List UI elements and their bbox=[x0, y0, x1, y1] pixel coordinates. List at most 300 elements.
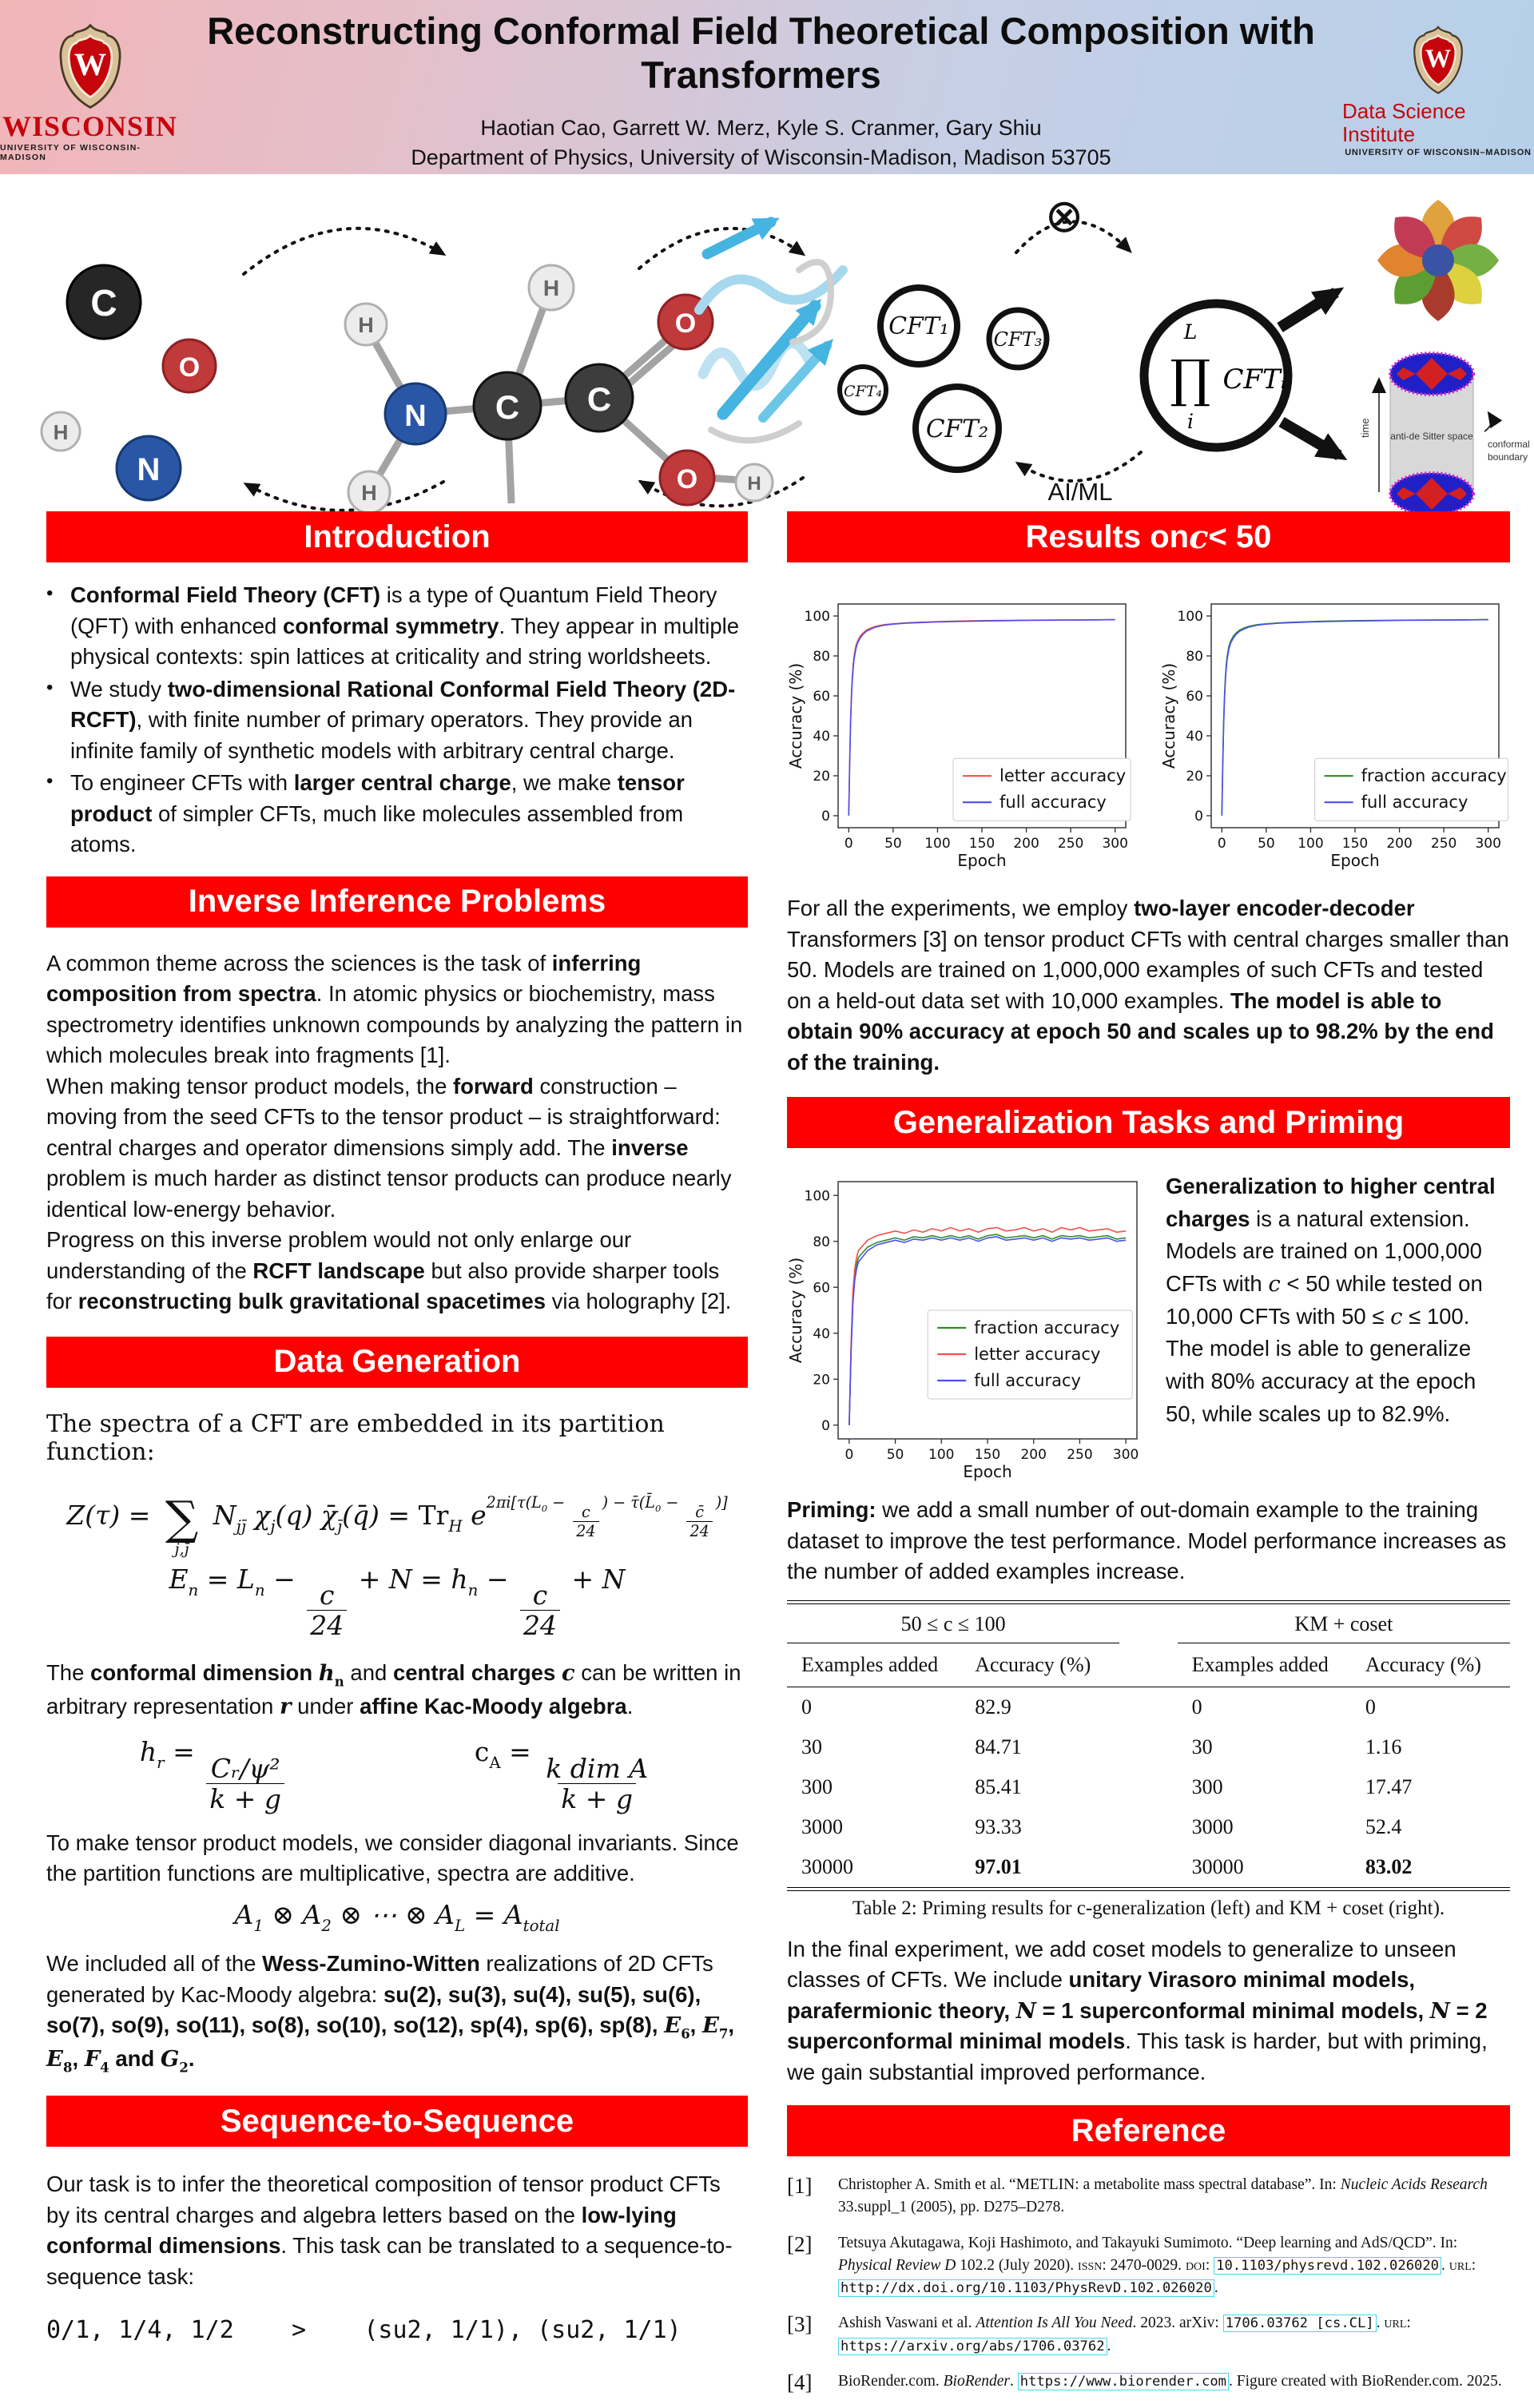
svg-text:300: 300 bbox=[1102, 836, 1128, 852]
reference-link[interactable]: http://dx.doi.org/10.1103/PhysRevD.102.026020 bbox=[838, 2279, 1214, 2297]
table-group-c bbox=[787, 1604, 1119, 1643]
text-segment: . This task is harder, but with priming, we gain substantial improved performance. bbox=[787, 2029, 1488, 2084]
text-segment: forward bbox=[453, 1073, 534, 1099]
text-segment: . bbox=[626, 1693, 634, 1719]
text-segment: ≤ 100 bbox=[952, 1611, 1006, 1635]
partition-function-equation bbox=[46, 1487, 748, 1558]
text-segment: Progress on this inverse problem would not only enlarge our understanding of the bbox=[46, 1227, 632, 1283]
section-header-results bbox=[787, 511, 1510, 562]
hyperbolic-disk-top bbox=[1390, 353, 1473, 395]
text-segment: under bbox=[291, 1693, 360, 1719]
section-header-reference bbox=[787, 2105, 1510, 2156]
protein-ribbon bbox=[699, 222, 843, 440]
calabi-yau-manifold bbox=[1377, 200, 1499, 321]
text-segment: $\frac{c}{24}$ bbox=[573, 1504, 598, 1539]
svg-text:H: H bbox=[361, 481, 377, 505]
text-segment: : 2470-0029. bbox=[1102, 2256, 1186, 2274]
tensor-product-equation bbox=[46, 1899, 748, 1935]
text-segment: -generalization (left) and KM + coset (right). bbox=[1085, 1897, 1445, 1919]
text-segment: problem is much harder as distinct tensor products can produce nearly identical low-energy behavior. bbox=[46, 1166, 732, 1222]
text-segment: E bbox=[664, 2013, 682, 2039]
table-row bbox=[787, 1767, 1510, 1807]
table-cell: 0 bbox=[1365, 1695, 1376, 1719]
text-segment: and bbox=[344, 1660, 393, 1686]
reference-text bbox=[838, 2370, 1502, 2395]
text-segment: L̄ bbox=[645, 1493, 655, 1512]
text-segment: $\frac{c}{24}$ bbox=[520, 1582, 560, 1639]
reference-item bbox=[787, 2174, 1510, 2219]
svg-text:Accuracy (%): Accuracy (%) bbox=[1159, 662, 1178, 769]
text-segment: = bbox=[164, 1736, 204, 1768]
text-segment: ) − τ̄( bbox=[602, 1493, 646, 1512]
text-segment: issn bbox=[1078, 2256, 1103, 2274]
svg-text:0: 0 bbox=[1217, 836, 1226, 852]
text-segment: Data Generation bbox=[273, 1344, 521, 1379]
svg-text:200: 200 bbox=[1013, 836, 1039, 852]
text-segment: 2 bbox=[179, 2060, 189, 2076]
svg-text:H: H bbox=[747, 473, 761, 495]
text-segment: In the final experiment, we add coset models to generalize to unseen classes of CFTs. We include bbox=[787, 1936, 1457, 1992]
svg-text:20: 20 bbox=[1186, 769, 1203, 785]
svg-text:boundary: boundary bbox=[1488, 451, 1528, 463]
table-col-header: Examples added bbox=[1191, 1652, 1329, 1676]
text-segment: (q̄) = bbox=[342, 1499, 419, 1531]
svg-text:300: 300 bbox=[1475, 836, 1501, 852]
svg-text:250: 250 bbox=[1057, 836, 1084, 852]
svg-text:full accuracy: full accuracy bbox=[974, 1371, 1081, 1390]
text-segment: The spectra of a CFT are embedded in its partition function: bbox=[46, 1409, 665, 1466]
text-segment: conformal dimension bbox=[90, 1660, 319, 1686]
text-segment: central charges bbox=[392, 1660, 562, 1686]
text-segment: 0 bbox=[654, 1503, 662, 1515]
svg-text:100: 100 bbox=[928, 1447, 955, 1463]
right-column bbox=[787, 511, 1510, 2408]
text-segment: realizations of 2D CFTs generated by Kac-Moody algebra: bbox=[46, 1951, 713, 2007]
text-segment: , we make bbox=[511, 770, 618, 795]
text-segment: r bbox=[157, 1753, 165, 1772]
concept-figure bbox=[0, 174, 1534, 511]
text-segment: E bbox=[169, 1563, 189, 1595]
aiml-label: AI/ML bbox=[1047, 478, 1113, 506]
text-segment: c bbox=[1076, 1897, 1086, 1919]
text-segment: url bbox=[1384, 2315, 1407, 2332]
text-segment: Conformal Field Theory (CFT) bbox=[70, 582, 381, 607]
ca-equation bbox=[474, 1736, 654, 1814]
arrow-to-manifold bbox=[1280, 292, 1336, 328]
letter-full-accuracy-chart bbox=[787, 593, 1137, 872]
svg-text:50: 50 bbox=[886, 1447, 904, 1463]
table-group-km bbox=[1178, 1604, 1510, 1643]
text-segment: Tr bbox=[418, 1499, 449, 1531]
text-segment: of simpler CFTs, much like molecules assembled from atoms. bbox=[70, 801, 684, 856]
table-row bbox=[787, 1807, 1510, 1847]
dashed-arc-aiml bbox=[1018, 452, 1141, 481]
text-segment: tensor product bbox=[70, 770, 685, 826]
text-segment: Introduction bbox=[304, 519, 491, 554]
table-col-header: Accuracy (%) bbox=[975, 1652, 1091, 1676]
text-segment: < 50 while tested on 10,000 CFTs with 50 ≤ bbox=[1166, 1271, 1483, 1329]
text-segment: BioRender bbox=[943, 2372, 1010, 2390]
text-segment: c bbox=[1390, 1303, 1403, 1329]
reference-number: [1] bbox=[787, 2174, 813, 2198]
text-segment: 0 bbox=[541, 1503, 548, 1515]
text-segment: c bbox=[561, 1660, 575, 1687]
text-segment: . bbox=[1376, 2315, 1385, 2332]
svg-text:100: 100 bbox=[1177, 609, 1203, 625]
uw-logo bbox=[0, 13, 180, 162]
text-segment: − bbox=[547, 1493, 570, 1512]
text-segment: low-lying conformal dimensions bbox=[46, 2202, 677, 2259]
text-segment: , bbox=[728, 2013, 735, 2038]
text-segment: When making tensor product models, the bbox=[46, 1073, 454, 1099]
reference-list bbox=[787, 2174, 1510, 2395]
svg-text:H: H bbox=[358, 313, 374, 337]
text-segment: − bbox=[661, 1493, 684, 1512]
text-segment: We included all of the bbox=[46, 1951, 263, 1977]
text-segment: . bbox=[1107, 2337, 1111, 2354]
svg-text:full accuracy: full accuracy bbox=[1361, 793, 1468, 813]
text-segment: j̄ bbox=[336, 1516, 343, 1536]
table-cell: 84.71 bbox=[975, 1734, 1022, 1758]
table-cell: 30000 bbox=[801, 1854, 853, 1878]
svg-text:100: 100 bbox=[924, 836, 951, 852]
table-cell: 30 bbox=[1191, 1734, 1213, 1758]
text-segment: $\frac{\text{Cᵣ/ψ²}}{k + g}$ bbox=[206, 1755, 284, 1812]
text-segment: . bbox=[1010, 2372, 1018, 2390]
text-segment: Ashish Vaswani et al. bbox=[838, 2315, 976, 2332]
text-segment: larger central charge bbox=[293, 770, 511, 795]
text-segment: Reference bbox=[1071, 2112, 1226, 2148]
inverse-paragraph bbox=[46, 1071, 748, 1226]
text-segment: RCFT landscape bbox=[252, 1258, 425, 1283]
svg-text:O: O bbox=[178, 352, 201, 383]
text-segment: n bbox=[254, 1580, 265, 1599]
generalization-side-text bbox=[1166, 1170, 1508, 1484]
text-segment: total bbox=[523, 1916, 560, 1935]
text-segment: inferring composition from spectra bbox=[46, 950, 642, 1006]
svg-text:Epoch: Epoch bbox=[963, 1462, 1012, 1481]
text-segment: inverse bbox=[611, 1134, 689, 1160]
text-segment: 7 bbox=[718, 2026, 729, 2042]
svg-text:letter accuracy: letter accuracy bbox=[974, 1345, 1101, 1364]
seq2seq-example: 0/1, 1/4, 1/2 > (su2, 1/1), (su2, 1/1) bbox=[46, 2316, 682, 2345]
hyperbolic-disk-bottom bbox=[1390, 473, 1473, 515]
text-segment: we add a small number of out-domain example to the training dataset to improve the test performance. Model performance increases as the number of added examples increase. bbox=[787, 1497, 1507, 1583]
text-segment: . bbox=[1214, 2279, 1218, 2297]
text-segment: Nucleic Acids Research bbox=[1340, 2176, 1488, 2193]
table-cell: 30000 bbox=[1191, 1854, 1244, 1878]
reference-item bbox=[787, 2312, 1510, 2358]
svg-text:full accuracy: full accuracy bbox=[999, 793, 1107, 813]
dsi-crest-icon bbox=[1409, 25, 1468, 97]
text-segment: . bbox=[188, 2045, 195, 2071]
text-segment: = bbox=[500, 1736, 540, 1768]
reference-text bbox=[838, 2174, 1510, 2219]
table-caption bbox=[787, 1897, 1510, 1920]
table-row bbox=[787, 1727, 1510, 1767]
text-segment: but also provide sharper tools for bbox=[46, 1258, 720, 1313]
svg-text:150: 150 bbox=[968, 836, 996, 852]
text-segment: 2 bbox=[321, 1916, 332, 1935]
svg-text:∏: ∏ bbox=[1170, 350, 1211, 409]
text-segment: ≤ 100. The model is able to generalize with 80% accuracy at the epoch 50, while scales up to 82.9%. bbox=[1166, 1303, 1476, 1426]
text-segment: reconstructing bulk gravitational spacetimes bbox=[77, 1289, 546, 1313]
svg-text:60: 60 bbox=[1186, 689, 1203, 705]
text-segment: c bbox=[1189, 518, 1209, 556]
text-segment: j bbox=[270, 1516, 276, 1536]
text-segment: = A bbox=[465, 1898, 523, 1930]
text-segment: Attention Is All You Need bbox=[976, 2315, 1133, 2332]
text-segment: , bbox=[690, 2013, 702, 2038]
text-segment: Transformers [3] on tensor product CFTs with central charges smaller than 50. Models are trained on 1,000,000 examples of such CFTs and tested on a held-out data set with 10,000 examples. bbox=[787, 926, 1509, 1013]
left-column bbox=[46, 511, 748, 2344]
table-cell: 17.47 bbox=[1365, 1774, 1413, 1798]
text-segment: h bbox=[318, 1660, 335, 1687]
svg-text:300: 300 bbox=[1112, 1447, 1139, 1463]
table-cell: 30 bbox=[801, 1734, 822, 1758]
svg-text:fraction accuracy: fraction accuracy bbox=[974, 1318, 1120, 1337]
arrow-to-cylinder bbox=[1282, 422, 1339, 455]
text-segment: 50 ≤ bbox=[900, 1611, 944, 1635]
text-segment: Sequence-to-Sequence bbox=[220, 2103, 574, 2139]
text-segment: χ bbox=[245, 1499, 271, 1531]
text-segment: via holography [2]. bbox=[546, 1289, 732, 1313]
svg-text:CFT₃: CFT₃ bbox=[993, 328, 1043, 351]
svg-text:0: 0 bbox=[821, 1417, 830, 1434]
text-segment: BioRender.com. bbox=[838, 2372, 944, 2390]
text-segment: 1 bbox=[253, 1916, 264, 1935]
text-segment: < 50 bbox=[1208, 519, 1272, 554]
reference-link[interactable]: 1706.03762 [cs.CL] bbox=[1223, 2315, 1377, 2332]
table-cell: 0 bbox=[1191, 1695, 1202, 1719]
text-segment: e bbox=[462, 1499, 487, 1531]
text-segment: url bbox=[1449, 2256, 1472, 2274]
reference-link[interactable]: https://arxiv.org/abs/1706.03762 bbox=[838, 2338, 1107, 2355]
svg-text:60: 60 bbox=[813, 1280, 830, 1297]
text-segment: Table 2: Priming results for bbox=[852, 1897, 1077, 1919]
reference-link[interactable]: https://www.biorender.com bbox=[1018, 2373, 1229, 2390]
svg-text:40: 40 bbox=[813, 729, 830, 745]
svg-text:CFT₂: CFT₂ bbox=[925, 415, 989, 443]
wisconsin-wordmark: WISCONSIN bbox=[2, 109, 178, 142]
text-segment: $\frac{c̄}{24}$ bbox=[686, 1504, 712, 1539]
svg-text:20: 20 bbox=[813, 769, 830, 785]
text-segment: ⊗ ⋯ ⊗ A bbox=[331, 1898, 455, 1930]
seq2seq-paragraph bbox=[46, 2169, 748, 2292]
text-segment: KM + coset bbox=[1294, 1611, 1393, 1635]
text-segment: χ̄ bbox=[320, 1499, 337, 1531]
final-experiment-paragraph bbox=[787, 1934, 1510, 2088]
text-segment: Physical Review D bbox=[838, 2256, 956, 2274]
text-segment: jj̄ bbox=[236, 1516, 246, 1536]
text-segment: . bbox=[1441, 2256, 1449, 2274]
text-segment: )] bbox=[715, 1493, 728, 1512]
results-paragraph bbox=[787, 893, 1510, 1078]
reference-item bbox=[787, 2370, 1510, 2395]
datagen-lead bbox=[46, 1410, 748, 1466]
text-segment: 102.2 (July 2020). bbox=[956, 2256, 1079, 2274]
text-segment: is a natural extension. Models are trained on 1,000,000 CFTs with bbox=[1166, 1206, 1482, 1297]
svg-text:100: 100 bbox=[1298, 836, 1324, 852]
text-segment: 2πi[τ( bbox=[486, 1493, 532, 1512]
text-segment: L bbox=[531, 1493, 542, 1512]
ads-cylinder bbox=[1359, 353, 1530, 515]
svg-text:Epoch: Epoch bbox=[1330, 851, 1380, 870]
svg-text:CFTᵢ: CFTᵢ bbox=[1222, 364, 1286, 395]
text-segment: The bbox=[46, 1660, 91, 1686]
svg-text:Epoch: Epoch bbox=[957, 851, 1007, 870]
svg-text:L: L bbox=[1183, 320, 1198, 344]
svg-text:250: 250 bbox=[1067, 1447, 1093, 1463]
text-segment: H bbox=[448, 1516, 463, 1536]
svg-text:50: 50 bbox=[884, 836, 902, 852]
svg-text:H: H bbox=[542, 276, 560, 300]
dashed-arc-atoms-to-molecule bbox=[244, 228, 443, 511]
dsi-subtext: UNIVERSITY OF WISCONSIN–MADISON bbox=[1345, 148, 1532, 158]
reference-number: [3] bbox=[787, 2312, 813, 2337]
svg-text:fraction accuracy: fraction accuracy bbox=[1361, 766, 1507, 786]
dsi-logo bbox=[1342, 17, 1534, 157]
section-header-inverse-inference bbox=[46, 876, 748, 928]
inverse-paragraph bbox=[46, 948, 748, 1071]
uw-crest-icon bbox=[54, 22, 127, 112]
table-cell: 93.33 bbox=[975, 1814, 1022, 1838]
svg-text:50: 50 bbox=[1258, 836, 1275, 852]
section-header-seq2seq bbox=[46, 2096, 748, 2147]
text-segment: The model is able to obtain 90% accuracy at epoch 50 and scales up to 98.2% by the end of the training. bbox=[787, 987, 1494, 1075]
introduction-bullets bbox=[46, 580, 748, 860]
svg-text:150: 150 bbox=[974, 1447, 1001, 1463]
svg-text:20: 20 bbox=[813, 1372, 830, 1389]
svg-text:C: C bbox=[90, 282, 117, 324]
svg-text:conformal: conformal bbox=[1488, 439, 1530, 450]
equation-exponent bbox=[487, 1493, 728, 1539]
text-segment: , with finite number of primary operators. They provide an infinite family of synthetic models with arbitrary central charge. bbox=[70, 707, 693, 763]
equation-main bbox=[66, 1490, 487, 1558]
reference-number: [2] bbox=[787, 2231, 813, 2256]
priming-table bbox=[787, 1600, 1510, 1920]
text-segment: su(2), su(3), su(4), su(5), su(6), so(7), so(9), so(11), so(8), so(10), so(12), sp(4), sp(6), sp(8), bbox=[46, 1981, 701, 2038]
dsi-wordmark: Data Science Institute bbox=[1342, 98, 1466, 146]
text-segment: + N bbox=[563, 1563, 626, 1595]
text-segment: To engineer CFTs with bbox=[70, 770, 294, 795]
svg-text:40: 40 bbox=[1186, 729, 1203, 745]
text-segment: : bbox=[1205, 2256, 1214, 2274]
text-segment: + N = h bbox=[350, 1563, 468, 1595]
svg-text:0: 0 bbox=[1194, 809, 1203, 825]
text-segment: E bbox=[701, 2013, 719, 2039]
text-segment: − bbox=[264, 1563, 304, 1595]
svg-text:i: i bbox=[1187, 410, 1194, 433]
reference-item bbox=[787, 2232, 1510, 2300]
cft-circles bbox=[840, 288, 1047, 470]
text-segment: : bbox=[1406, 2315, 1411, 2332]
text-segment: $\frac{\text{k dim A}}{k + g}$ bbox=[546, 1752, 649, 1814]
text-segment: n bbox=[334, 1674, 344, 1690]
text-segment: and bbox=[109, 2045, 161, 2071]
generalization-accuracy-chart bbox=[787, 1170, 1148, 1484]
svg-text:O: O bbox=[676, 464, 698, 495]
text-segment: (q) bbox=[275, 1499, 321, 1531]
table-cell: 3000 bbox=[801, 1814, 843, 1838]
fraction-full-accuracy-chart bbox=[1160, 593, 1510, 872]
bullet-item bbox=[70, 674, 748, 767]
text-segment: c bbox=[474, 1736, 490, 1768]
text-segment: For all the experiments, we employ bbox=[787, 896, 1135, 920]
text-segment: . They appear in multiple physical contexts: spin lattices at criticality and string worldsheets. bbox=[70, 613, 740, 669]
svg-text:H: H bbox=[53, 420, 69, 444]
text-segment: Priming: bbox=[787, 1497, 876, 1522]
text-segment: We study bbox=[70, 676, 168, 701]
svg-text:W: W bbox=[74, 46, 106, 82]
svg-text:250: 250 bbox=[1430, 836, 1457, 852]
text-segment: Results on bbox=[1025, 519, 1190, 554]
svg-text:80: 80 bbox=[1186, 649, 1203, 665]
reference-link[interactable]: 10.1103/physrevd.102.026020 bbox=[1214, 2257, 1441, 2275]
kac-moody-equations bbox=[46, 1736, 748, 1814]
generalization-row bbox=[787, 1170, 1510, 1484]
text-segment: Wess-Zumino-Witten bbox=[262, 1951, 480, 1977]
text-segment: Generalization to higher central charges bbox=[1166, 1174, 1496, 1231]
table-cell: 0 bbox=[801, 1695, 812, 1719]
svg-text:Accuracy (%): Accuracy (%) bbox=[786, 1257, 805, 1364]
atoms-cluster bbox=[42, 265, 216, 500]
text-segment: $\frac{c}{24}$ bbox=[307, 1582, 347, 1639]
tensor-symbol: ⊗ bbox=[1044, 190, 1084, 242]
table-col-header: Accuracy (%) bbox=[1365, 1652, 1481, 1676]
text-segment: c bbox=[943, 1611, 953, 1635]
text-segment: construction – moving from the seed CFTs to the tensor product – is straightforward: central charges and operator dimensions simply add. The bbox=[46, 1073, 721, 1160]
table-cell: 85.41 bbox=[975, 1774, 1022, 1798]
text-segment: . This task can be translated to a sequence-to-sequence task: bbox=[46, 2233, 733, 2289]
text-segment: Z(τ) = bbox=[66, 1499, 159, 1531]
text-segment: 4 bbox=[100, 2060, 109, 2076]
text-segment: N bbox=[1015, 1997, 1036, 2024]
svg-text:150: 150 bbox=[1341, 836, 1369, 852]
hr-equation bbox=[139, 1736, 288, 1814]
table-cell: 82.9 bbox=[975, 1695, 1011, 1719]
inverse-paragraph bbox=[46, 1225, 748, 1317]
svg-text:0: 0 bbox=[821, 809, 830, 825]
bullet-item bbox=[70, 580, 748, 673]
svg-text:200: 200 bbox=[1386, 836, 1413, 852]
text-segment: = 2 superconformal minimal models bbox=[787, 1997, 1488, 2053]
text-segment: conformal symmetry bbox=[282, 613, 499, 638]
text-segment: Tetsuya Akutagawa, Koji Hashimoto, and Takayuki Sumimoto. “Deep learning and AdS/QCD”. In: bbox=[838, 2234, 1458, 2251]
table-column-headers bbox=[787, 1643, 1510, 1687]
table-cell: 83.02 bbox=[1365, 1854, 1413, 1878]
wisconsin-subtext: UNIVERSITY OF WISCONSIN-MADISON bbox=[0, 142, 141, 162]
header-center bbox=[180, 4, 1342, 170]
text-segment: is a type of Quantum Field Theory (QFT) with enhanced bbox=[70, 582, 717, 638]
text-segment: 8 bbox=[62, 2060, 73, 2076]
text-segment: Our task is to infer the theoretical composition of tensor product CFTs by its central charges and algebra letters based on the bbox=[46, 2172, 721, 2227]
svg-text:Accuracy (%): Accuracy (%) bbox=[786, 662, 805, 769]
text-segment: 6 bbox=[681, 2026, 690, 2042]
text-segment: . Figure created with BioRender.com. 2025. bbox=[1228, 2372, 1502, 2390]
text-segment: Christopher A. Smith et al. “METLIN: a metabolite mass spectral database”. In: bbox=[838, 2176, 1341, 2193]
energy-equation bbox=[46, 1563, 748, 1642]
header bbox=[0, 0, 1534, 174]
svg-text:0: 0 bbox=[844, 836, 853, 852]
text-segment: r bbox=[279, 1693, 292, 1719]
svg-text:C: C bbox=[495, 388, 520, 426]
text-segment: two-layer encoder-decoder bbox=[1134, 896, 1415, 920]
wzw-paragraph bbox=[46, 1949, 748, 2076]
table-row bbox=[787, 1687, 1510, 1727]
section-header-generalization bbox=[787, 1097, 1510, 1148]
table-cell: 97.01 bbox=[975, 1854, 1022, 1878]
